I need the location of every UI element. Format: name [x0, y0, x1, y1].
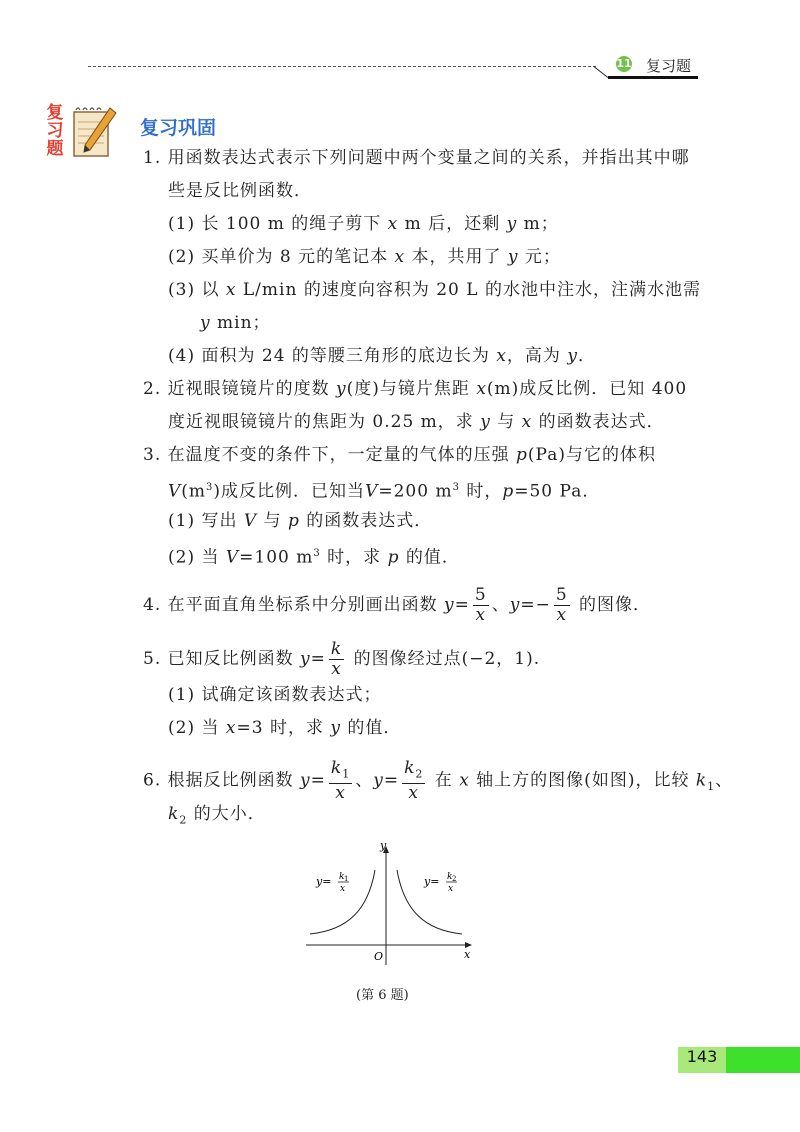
problem-2-line-1: 2. 近视眼镜镜片的度数 y(度)与镜片焦距 x(m)成反比例．已知 400	[143, 379, 688, 399]
problem-1-item-3: (3) 以 x L/min 的速度向容积为 20 L 的水池中注水，注满水池需	[168, 280, 701, 300]
page-number: 143	[686, 1047, 718, 1066]
left-k: k	[339, 872, 345, 882]
problem-1-line-1: 1. 用函数表达式表示下列问题中两个变量之间的关系，并指出其中哪	[143, 148, 690, 168]
header-dashed-rule	[88, 66, 596, 67]
right-curve-label: y=	[424, 875, 440, 888]
x-axis-label: x	[464, 948, 471, 961]
fraction-k2-over-x: $\frac{k_2}{x}$	[404, 758, 424, 804]
problem-6-line-2: $k_2$ 的大小．	[168, 804, 266, 827]
section-title: 复习巩固	[140, 117, 217, 139]
left-sub: 1	[344, 875, 349, 883]
figure-caption: (第 6 题)	[356, 988, 409, 1003]
hyperbola-figure	[300, 840, 480, 970]
section-badge	[42, 104, 118, 164]
left-den: x	[340, 884, 346, 894]
pencil-notebook-icon	[66, 104, 118, 162]
problem-2-line-2: 度近视眼镜镜片的焦距为 0.25 m，求 y 与 x 的函数表达式．	[168, 412, 665, 432]
problem-3-line-2: $V(m^3)$成反比例．已知当V=200 $m^3$ 时，p=50 Pa．	[168, 481, 601, 502]
problem-4: 4. 在平面直角坐标系中分别画出函数 y= $\frac{5}{x}$ 、y=− $\frac{5}{x}$ 的图像．	[143, 585, 652, 625]
fraction-k-over-x: $\frac{k}{x}$	[330, 639, 343, 679]
problem-1-item-2: (2) 买单价为 8 元的笔记本 x 本，共用了 y 元；	[168, 247, 561, 267]
problem-1-item-1: (1) 长 100 m 的绳子剪下 x m 后，还剩 y m；	[168, 214, 559, 234]
problem-5-item-2: (2) 当 x=3 时，求 y 的值．	[168, 718, 402, 738]
left-curve-label: y=	[316, 875, 332, 888]
badge-word: 复习题	[46, 103, 64, 159]
problem-1-item-3-cont: y min；	[200, 313, 271, 333]
header-title: 复习题	[646, 57, 692, 75]
page-color-bar	[726, 1047, 800, 1073]
problem-1-line-2: 些是反比例函数．	[168, 181, 312, 201]
problem-5-item-1: (1) 试确定该函数表达式；	[168, 685, 382, 705]
right-sub: 2	[452, 875, 457, 883]
fraction-5-over-x-neg: $\frac{5}{x}$	[555, 585, 568, 625]
problem-6-line-1: 6. 根据反比例函数 y= $\frac{k_1}{x}$ 、y= $\frac{k_2}{x}$ 在 x 轴上方的图像(如图)，比较 $k_1$、	[143, 758, 734, 804]
chapter-number-badge: 11	[616, 57, 632, 70]
fraction-k1-over-x: $\frac{k_1}{x}$	[330, 758, 351, 804]
problem-3-line-1: 3. 在温度不变的条件下，一定量的气体的压强 p(Pa)与它的体积	[143, 445, 656, 465]
header-bar-rule	[608, 76, 698, 79]
fraction-5-over-x: $\frac{5}{x}$	[474, 585, 487, 625]
problem-3-item-1: (1) 写出 V 与 p 的函数表达式．	[168, 511, 433, 531]
y-axis-label: y	[380, 840, 387, 852]
right-den: x	[448, 884, 454, 894]
problem-3-item-2: (2) 当 V=100 $m^3$ 时，求 p 的值．	[168, 547, 460, 568]
origin-label: O	[374, 950, 384, 963]
problem-1-item-4: (4) 面积为 24 的等腰三角形的底边长为 x，高为 y．	[168, 346, 596, 366]
problem-5: 5. 已知反比例函数 y= $\frac{k}{x}$ 的图像经过点(−2，1).	[143, 639, 541, 679]
header-slant-rule	[593, 66, 608, 78]
right-k: k	[447, 872, 453, 882]
